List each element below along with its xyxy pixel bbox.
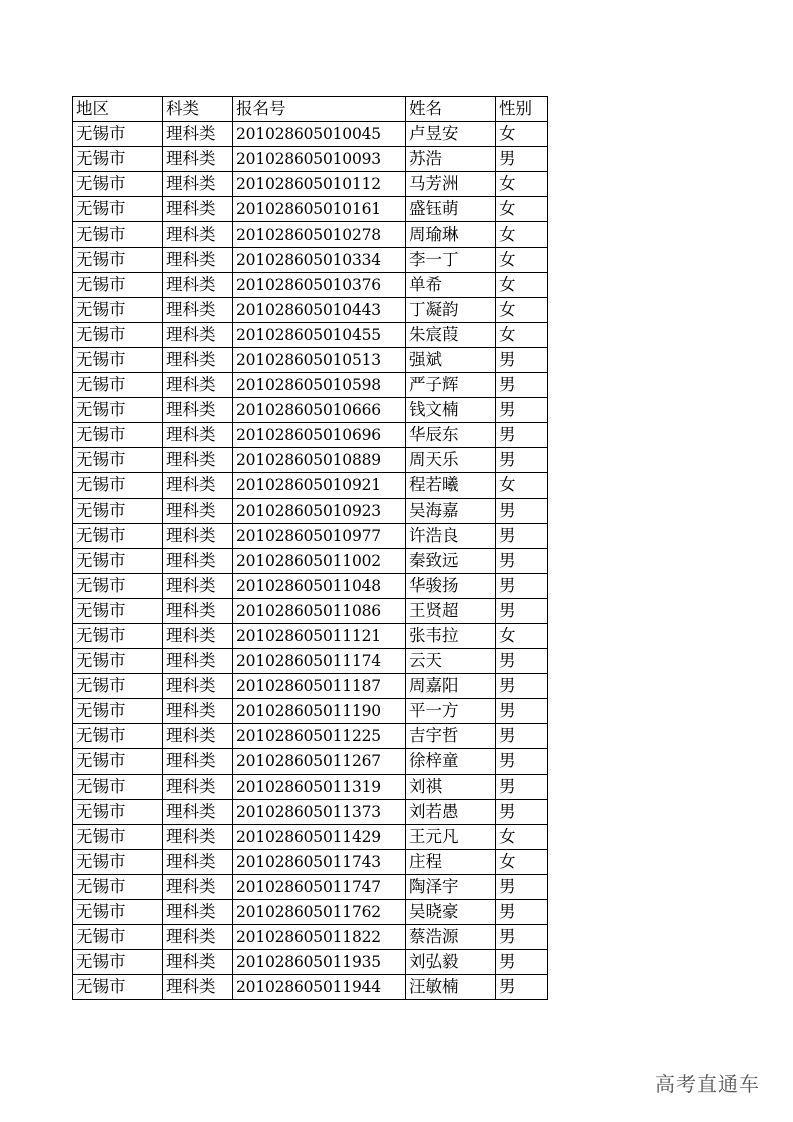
cell-category: 理科类 (163, 849, 233, 874)
cell-gender: 男 (496, 699, 548, 724)
cell-number: 201028605011747 (233, 874, 406, 899)
cell-name: 马芳洲 (406, 172, 496, 197)
table-row (73, 147, 548, 172)
table-row (73, 247, 548, 272)
cell-gender: 女 (496, 473, 548, 498)
cell-name: 蔡浩源 (406, 925, 496, 950)
cell-number: 201028605010921 (233, 473, 406, 498)
cell-name: 王元凡 (406, 824, 496, 849)
table-row (73, 573, 548, 598)
cell-number: 201028605011762 (233, 900, 406, 925)
cell-gender: 男 (496, 498, 548, 523)
cell-region: 无锡市 (73, 774, 163, 799)
table-row (73, 674, 548, 699)
cell-gender: 男 (496, 423, 548, 448)
cell-category: 理科类 (163, 900, 233, 925)
cell-region: 无锡市 (73, 824, 163, 849)
table-row (73, 122, 548, 147)
cell-region: 无锡市 (73, 473, 163, 498)
cell-region: 无锡市 (73, 598, 163, 623)
cell-name: 严子辉 (406, 373, 496, 398)
cell-category: 理科类 (163, 598, 233, 623)
cell-region: 无锡市 (73, 347, 163, 372)
cell-number: 201028605010376 (233, 272, 406, 297)
table-row (73, 373, 548, 398)
cell-gender: 女 (496, 824, 548, 849)
cell-region: 无锡市 (73, 799, 163, 824)
cell-name: 苏浩 (406, 147, 496, 172)
cell-number: 201028605010666 (233, 398, 406, 423)
cell-region: 无锡市 (73, 147, 163, 172)
cell-category: 理科类 (163, 699, 233, 724)
cell-number: 201028605011944 (233, 975, 406, 1000)
table-row (73, 222, 548, 247)
cell-name: 丁凝韵 (406, 297, 496, 322)
cell-number: 201028605010889 (233, 448, 406, 473)
cell-name: 吴晓豪 (406, 900, 496, 925)
table-row (73, 900, 548, 925)
cell-gender: 女 (496, 197, 548, 222)
table-row (73, 799, 548, 824)
cell-region: 无锡市 (73, 297, 163, 322)
cell-region: 无锡市 (73, 448, 163, 473)
cell-gender: 男 (496, 573, 548, 598)
cell-category: 理科类 (163, 874, 233, 899)
cell-number: 201028605011086 (233, 598, 406, 623)
cell-category: 理科类 (163, 523, 233, 548)
cell-gender: 男 (496, 649, 548, 674)
table-row (73, 398, 548, 423)
cell-region: 无锡市 (73, 498, 163, 523)
cell-number: 201028605011174 (233, 649, 406, 674)
cell-number: 201028605010045 (233, 122, 406, 147)
cell-region: 无锡市 (73, 172, 163, 197)
table-row (73, 322, 548, 347)
cell-region: 无锡市 (73, 925, 163, 950)
cell-gender: 男 (496, 749, 548, 774)
cell-gender: 男 (496, 523, 548, 548)
table-header-row (73, 97, 548, 122)
cell-category: 理科类 (163, 473, 233, 498)
cell-gender: 女 (496, 297, 548, 322)
cell-region: 无锡市 (73, 423, 163, 448)
header-gender: 性别 (496, 97, 548, 122)
cell-gender: 男 (496, 925, 548, 950)
header-region: 地区 (73, 97, 163, 122)
cell-category: 理科类 (163, 373, 233, 398)
cell-region: 无锡市 (73, 122, 163, 147)
cell-category: 理科类 (163, 247, 233, 272)
cell-number: 201028605011187 (233, 674, 406, 699)
cell-gender: 男 (496, 774, 548, 799)
cell-gender: 女 (496, 272, 548, 297)
cell-region: 无锡市 (73, 724, 163, 749)
cell-category: 理科类 (163, 774, 233, 799)
cell-number: 201028605010334 (233, 247, 406, 272)
cell-name: 庄程 (406, 849, 496, 874)
cell-gender: 男 (496, 398, 548, 423)
cell-category: 理科类 (163, 649, 233, 674)
cell-category: 理科类 (163, 147, 233, 172)
header-number: 报名号 (233, 97, 406, 122)
cell-name: 华辰东 (406, 423, 496, 448)
cell-category: 理科类 (163, 925, 233, 950)
cell-number: 201028605011267 (233, 749, 406, 774)
cell-name: 卢昱安 (406, 122, 496, 147)
table-body (73, 122, 548, 1000)
table-row (73, 523, 548, 548)
cell-gender: 男 (496, 799, 548, 824)
cell-name: 华骏扬 (406, 573, 496, 598)
cell-gender: 男 (496, 950, 548, 975)
table-row (73, 824, 548, 849)
cell-gender: 女 (496, 222, 548, 247)
cell-category: 理科类 (163, 297, 233, 322)
header-category: 科类 (163, 97, 233, 122)
cell-region: 无锡市 (73, 573, 163, 598)
cell-name: 徐梓童 (406, 749, 496, 774)
cell-category: 理科类 (163, 172, 233, 197)
cell-category: 理科类 (163, 749, 233, 774)
cell-category: 理科类 (163, 272, 233, 297)
cell-name: 李一丁 (406, 247, 496, 272)
cell-gender: 男 (496, 975, 548, 1000)
cell-category: 理科类 (163, 674, 233, 699)
cell-name: 云天 (406, 649, 496, 674)
table-row (73, 950, 548, 975)
cell-number: 201028605010513 (233, 347, 406, 372)
cell-region: 无锡市 (73, 272, 163, 297)
table-row (73, 649, 548, 674)
cell-name: 刘祺 (406, 774, 496, 799)
cell-category: 理科类 (163, 322, 233, 347)
cell-category: 理科类 (163, 824, 233, 849)
cell-category: 理科类 (163, 222, 233, 247)
cell-name: 王贤超 (406, 598, 496, 623)
cell-category: 理科类 (163, 573, 233, 598)
cell-region: 无锡市 (73, 674, 163, 699)
cell-number: 201028605011935 (233, 950, 406, 975)
table-row (73, 849, 548, 874)
cell-region: 无锡市 (73, 950, 163, 975)
table-row (73, 749, 548, 774)
table-row (73, 975, 548, 1000)
cell-number: 201028605011822 (233, 925, 406, 950)
cell-number: 201028605010598 (233, 373, 406, 398)
cell-gender: 女 (496, 122, 548, 147)
cell-region: 无锡市 (73, 398, 163, 423)
cell-name: 刘若愚 (406, 799, 496, 824)
watermark-text: 高考直通车 (655, 1072, 760, 1096)
cell-name: 周天乐 (406, 448, 496, 473)
cell-number: 201028605011048 (233, 573, 406, 598)
table-row (73, 598, 548, 623)
cell-name: 周嘉阳 (406, 674, 496, 699)
cell-gender: 男 (496, 448, 548, 473)
cell-category: 理科类 (163, 122, 233, 147)
cell-category: 理科类 (163, 347, 233, 372)
cell-name: 单希 (406, 272, 496, 297)
student-list-table (72, 96, 548, 1000)
cell-gender: 男 (496, 674, 548, 699)
table-row (73, 473, 548, 498)
cell-category: 理科类 (163, 448, 233, 473)
cell-region: 无锡市 (73, 623, 163, 648)
cell-category: 理科类 (163, 799, 233, 824)
table-row (73, 423, 548, 448)
table-row (73, 272, 548, 297)
cell-gender: 男 (496, 373, 548, 398)
cell-category: 理科类 (163, 398, 233, 423)
cell-name: 程若曦 (406, 473, 496, 498)
cell-name: 强斌 (406, 347, 496, 372)
cell-name: 盛钰萌 (406, 197, 496, 222)
cell-number: 201028605011373 (233, 799, 406, 824)
cell-region: 无锡市 (73, 548, 163, 573)
cell-category: 理科类 (163, 724, 233, 749)
cell-number: 201028605011190 (233, 699, 406, 724)
cell-number: 201028605010443 (233, 297, 406, 322)
cell-number: 201028605010696 (233, 423, 406, 448)
cell-region: 无锡市 (73, 874, 163, 899)
cell-name: 刘弘毅 (406, 950, 496, 975)
cell-region: 无锡市 (73, 197, 163, 222)
cell-number: 201028605010923 (233, 498, 406, 523)
cell-region: 无锡市 (73, 523, 163, 548)
cell-number: 201028605011225 (233, 724, 406, 749)
cell-name: 平一方 (406, 699, 496, 724)
cell-category: 理科类 (163, 498, 233, 523)
cell-gender: 男 (496, 548, 548, 573)
cell-name: 许浩良 (406, 523, 496, 548)
cell-name: 吴海嘉 (406, 498, 496, 523)
cell-gender: 男 (496, 724, 548, 749)
cell-number: 201028605011743 (233, 849, 406, 874)
cell-region: 无锡市 (73, 649, 163, 674)
table-row (73, 699, 548, 724)
cell-gender: 女 (496, 623, 548, 648)
cell-category: 理科类 (163, 423, 233, 448)
cell-gender: 男 (496, 874, 548, 899)
cell-category: 理科类 (163, 548, 233, 573)
cell-number: 201028605010278 (233, 222, 406, 247)
cell-name: 吉宇哲 (406, 724, 496, 749)
cell-number: 201028605010977 (233, 523, 406, 548)
table-row (73, 347, 548, 372)
cell-number: 201028605011429 (233, 824, 406, 849)
cell-gender: 男 (496, 147, 548, 172)
cell-region: 无锡市 (73, 373, 163, 398)
table-row (73, 548, 548, 573)
cell-name: 张韦拉 (406, 623, 496, 648)
cell-region: 无锡市 (73, 247, 163, 272)
cell-gender: 女 (496, 849, 548, 874)
cell-number: 201028605011002 (233, 548, 406, 573)
table-row (73, 448, 548, 473)
cell-category: 理科类 (163, 950, 233, 975)
cell-number: 201028605010161 (233, 197, 406, 222)
cell-gender: 女 (496, 172, 548, 197)
table-row (73, 874, 548, 899)
cell-category: 理科类 (163, 975, 233, 1000)
cell-number: 201028605010455 (233, 322, 406, 347)
cell-name: 朱宸葭 (406, 322, 496, 347)
table-row (73, 724, 548, 749)
header-name: 姓名 (406, 97, 496, 122)
cell-gender: 男 (496, 598, 548, 623)
cell-name: 汪敏楠 (406, 975, 496, 1000)
table-row (73, 774, 548, 799)
cell-region: 无锡市 (73, 849, 163, 874)
cell-category: 理科类 (163, 623, 233, 648)
cell-number: 201028605011121 (233, 623, 406, 648)
table-row (73, 498, 548, 523)
cell-name: 秦致远 (406, 548, 496, 573)
cell-region: 无锡市 (73, 749, 163, 774)
cell-gender: 男 (496, 900, 548, 925)
table-row (73, 297, 548, 322)
cell-number: 201028605010093 (233, 147, 406, 172)
table-row (73, 197, 548, 222)
cell-region: 无锡市 (73, 699, 163, 724)
cell-name: 钱文楠 (406, 398, 496, 423)
cell-region: 无锡市 (73, 900, 163, 925)
cell-region: 无锡市 (73, 222, 163, 247)
cell-name: 陶泽宇 (406, 874, 496, 899)
cell-gender: 男 (496, 347, 548, 372)
table-row (73, 172, 548, 197)
cell-region: 无锡市 (73, 975, 163, 1000)
table-row (73, 925, 548, 950)
table-row (73, 623, 548, 648)
cell-region: 无锡市 (73, 322, 163, 347)
cell-gender: 女 (496, 247, 548, 272)
cell-number: 201028605010112 (233, 172, 406, 197)
cell-category: 理科类 (163, 197, 233, 222)
cell-name: 周瑜琳 (406, 222, 496, 247)
cell-gender: 女 (496, 322, 548, 347)
cell-number: 201028605011319 (233, 774, 406, 799)
